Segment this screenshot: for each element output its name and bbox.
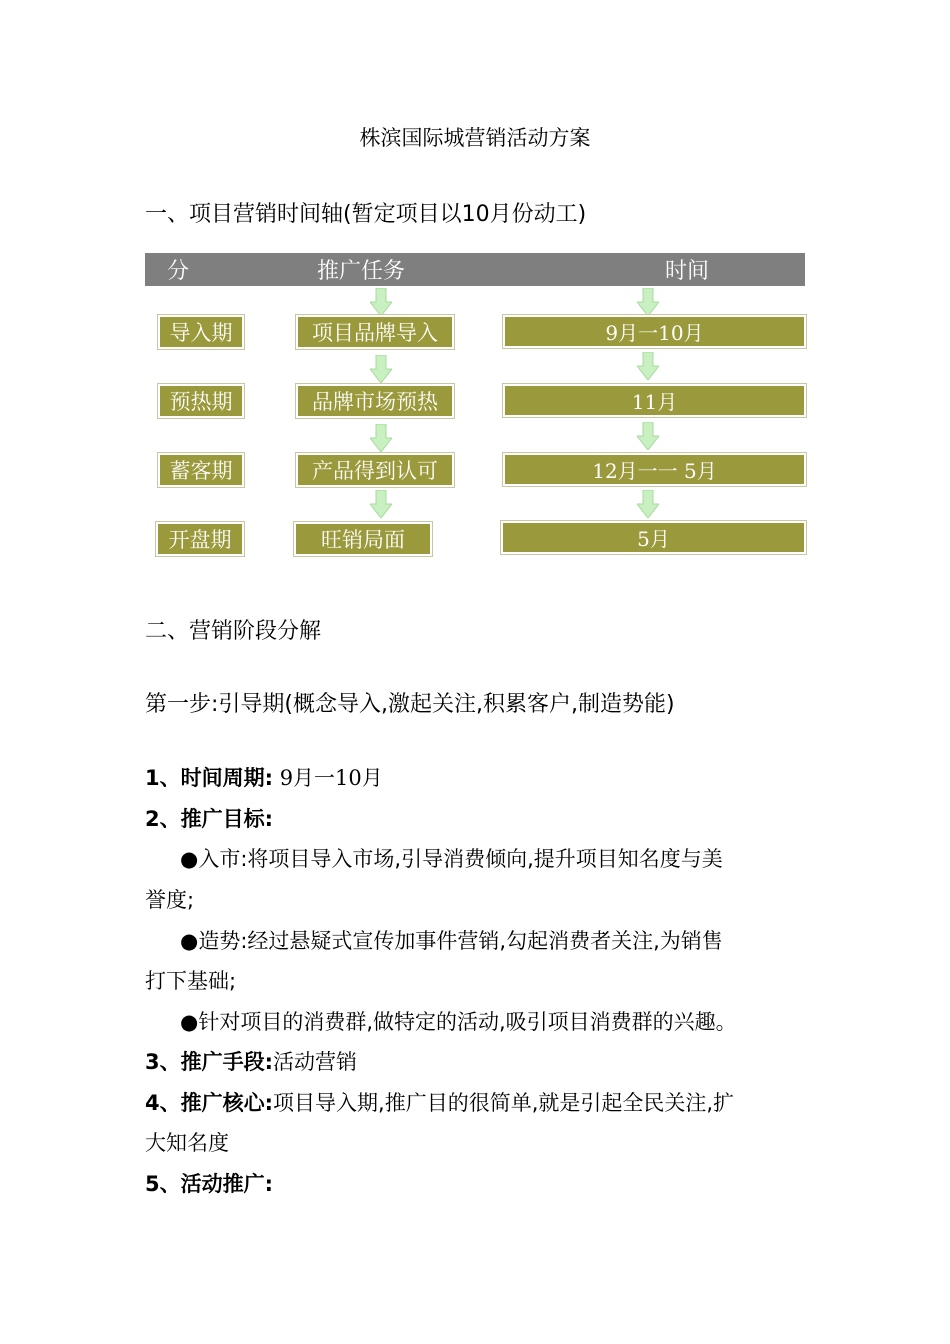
item-value: 9月一10月: [273, 766, 383, 790]
item-promo-core: [145, 1087, 734, 1117]
phase-box-intro: 导入期: [158, 315, 244, 349]
down-arrow-icon: [370, 490, 392, 518]
document-title: 株滨国际城营销活动方案: [359, 126, 591, 150]
header-col-time: 时间: [665, 259, 710, 284]
phase-box-opening: 开盘期: [156, 522, 244, 556]
item-time-period: [145, 762, 383, 792]
down-arrow-icon: [370, 288, 392, 316]
task-box-accumulate: 产品得到认可: [296, 453, 454, 487]
task-box-opening: 旺销局面: [294, 522, 432, 556]
down-arrow-icon: [637, 422, 659, 450]
down-arrow-icon: [637, 352, 659, 380]
header-col-task: 推广任务: [317, 259, 406, 284]
item-label: 4、推广核心:: [145, 1091, 274, 1115]
item-promo-core-line2: 大知名度: [145, 1131, 229, 1155]
bullet-entry-line2: 誉度;: [145, 888, 195, 912]
item-value: 活动营销: [273, 1050, 358, 1074]
time-box-intro: 9月一10月: [503, 315, 806, 348]
bullet-momentum-line1: ●造势:经过悬疑式宣传加事件营销,勾起消费者关注,为销售: [180, 929, 723, 953]
item-value: 项目导入期,推广目的很简单,就是引起全民关注,扩: [273, 1091, 735, 1115]
section-heading-timeline: 一、项目营销时间轴(暂定项目以10月份动工): [145, 202, 587, 227]
time-box-warmup: 11月: [503, 384, 806, 417]
task-box-warmup: 品牌市场预热: [296, 384, 454, 418]
time-box-accumulate: 12月一一 5月: [503, 453, 806, 486]
phase-box-accumulate: 蓄客期: [158, 453, 244, 487]
bullet-entry-line1: ●入市:将项目导入市场,引导消费倾向,提升项目知名度与美: [180, 847, 723, 871]
phase-box-warmup: 预热期: [158, 384, 244, 418]
down-arrow-icon: [637, 490, 659, 518]
down-arrow-icon: [370, 424, 392, 452]
item-activity-promo: 5、活动推广:: [145, 1172, 274, 1196]
bullet-momentum-line2: 打下基础;: [145, 969, 237, 993]
item-label: 1、时间周期:: [145, 766, 274, 790]
task-box-intro: 项目品牌导入: [296, 315, 454, 349]
section-heading-stages: 二、营销阶段分解: [145, 619, 322, 644]
item-promo-means: [145, 1046, 357, 1076]
down-arrow-icon: [637, 288, 659, 316]
timeline-table-header: [145, 253, 805, 286]
item-label: 3、推广手段:: [145, 1050, 274, 1074]
time-box-opening: 5月: [501, 521, 806, 554]
header-col-phase: 分: [167, 259, 190, 284]
step-heading: 第一步:引导期(概念导入,激起关注,积累客户,制造势能): [145, 692, 675, 717]
item-promo-goal: 2、推广目标:: [145, 807, 274, 831]
down-arrow-icon: [370, 355, 392, 383]
bullet-target-group: ●针对项目的消费群,做特定的活动,吸引项目消费群的兴趣。: [180, 1010, 737, 1034]
